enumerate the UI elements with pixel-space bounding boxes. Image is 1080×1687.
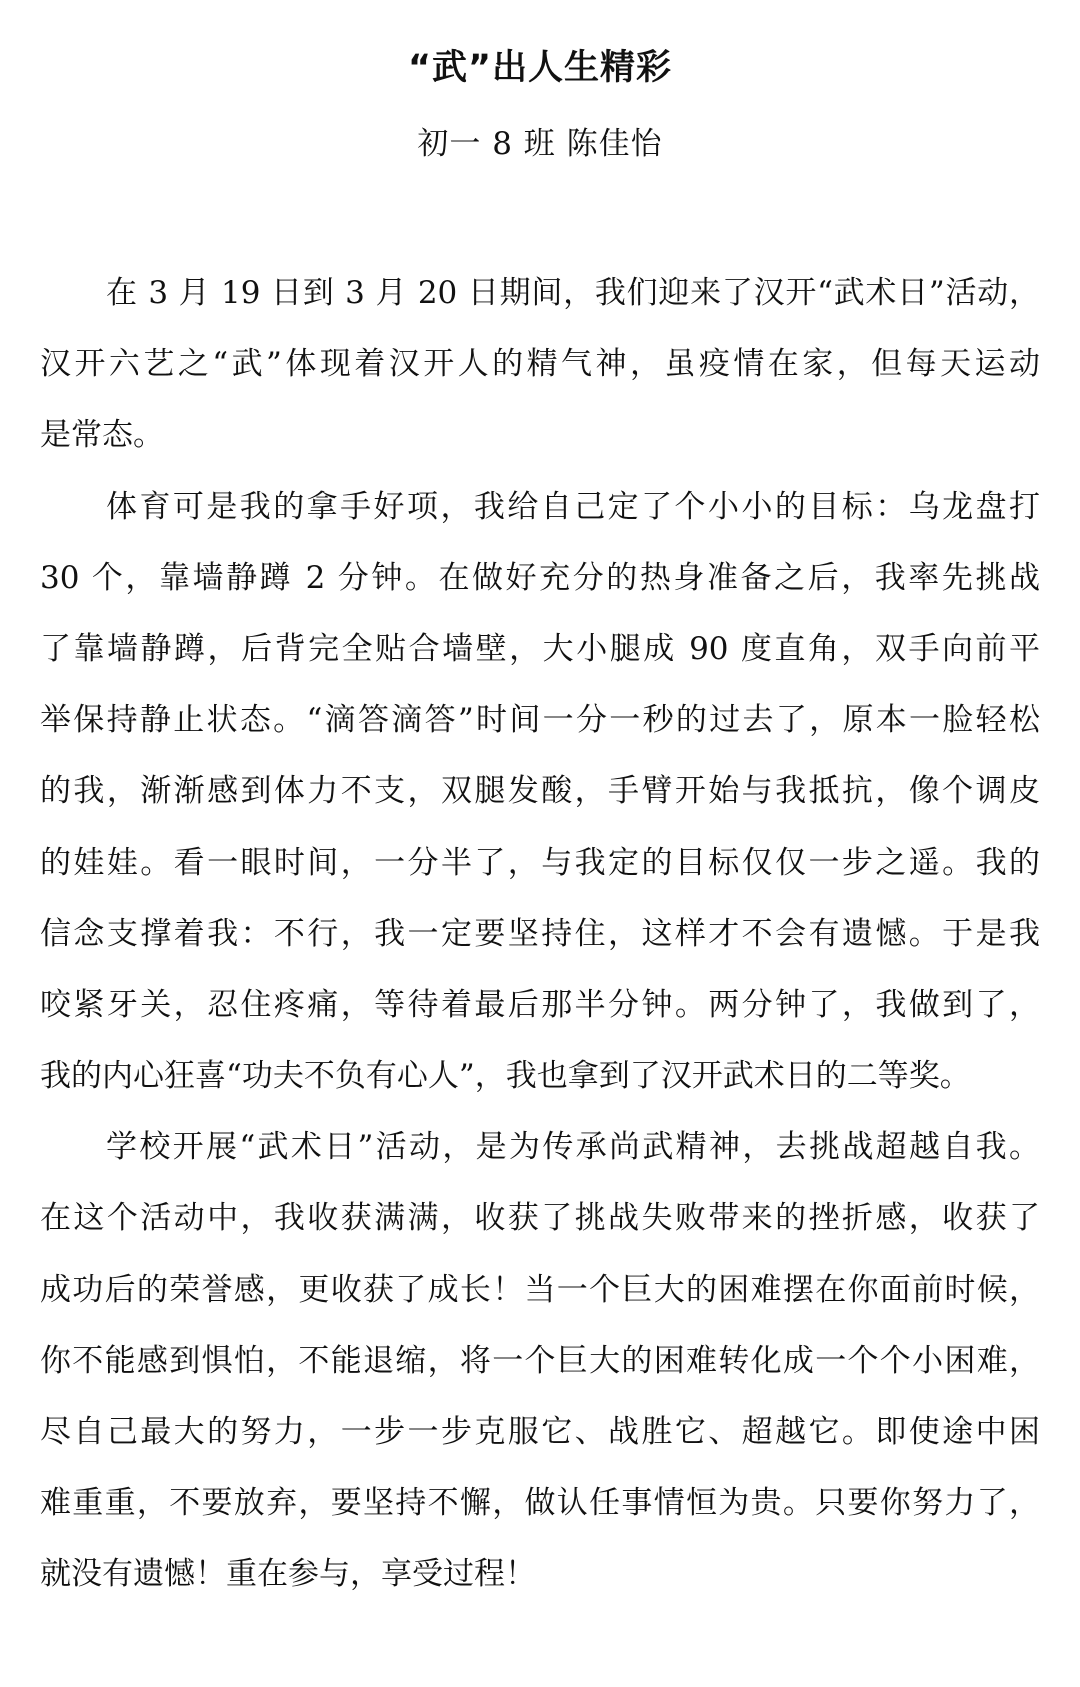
paragraph-2-line-1: 体育可是我的拿手好项，我给自己定了个小小的目标：乌龙盘打 [106, 488, 1040, 525]
paragraph-3-line-1: 学校开展“武术日”活动，是为传承尚武精神，去挑战超越自我。 [106, 1129, 1040, 1166]
paragraph-3-line-5: 尽自己最大的努力，一步一步克服它、战胜它、超越它。即使途中困 [40, 1414, 1040, 1450]
paragraph-3-line-7: 就没有遗憾！重在参与，享受过程！ [40, 1556, 536, 1593]
paragraph-2-line-5: 的我，渐渐感到体力不支，双腿发酸，手臂开始与我抵抗，像个调皮 [40, 773, 1040, 810]
paragraph-1-line-1: 在 3 月 19 日到 3 月 20 日期间，我们迎来了汉开“武术日”活动， [106, 275, 1040, 311]
essay-body [40, 258, 1040, 1611]
paragraph-2-line-3: 了靠墙静蹲，后背完全贴合墙壁，大小腿成 90 度直角，双手向前平 [40, 630, 1040, 667]
paragraph-2-line-6: 的娃娃。看一眼时间，一分半了，与我定的目标仅仅一步之遥。我的 [40, 844, 1040, 881]
paragraph-3-line-4: 你不能感到惧怕，不能退缩，将一个巨大的困难转化成一个个小困难， [40, 1342, 1040, 1379]
paragraph-2-line-8: 咬紧牙关，忍住疼痛，等待着最后那半分钟。两分钟了，我做到了， [40, 986, 1040, 1023]
paragraph-3-line-3: 成功后的荣誉感，更收获了成长！当一个巨大的困难摆在你面前时候， [40, 1271, 1040, 1308]
author-line: 初一 8 班 陈佳怡 [417, 126, 663, 162]
paragraph-2-line-7: 信念支撑着我：不行，我一定要坚持住，这样才不会有遗憾。于是我 [40, 915, 1040, 952]
paragraph-1-line-3: 是常态。 [40, 417, 164, 454]
paragraph-3-line-6: 难重重，不要放弃，要坚持不懈，做认任事情恒为贵。只要你努力了， [40, 1485, 1040, 1522]
paragraph-2-line-2: 30 个，靠墙静蹲 2 分钟。在做好充分的热身准备之后，我率先挑战 [40, 559, 1040, 596]
paragraph-2-line-4: 举保持静止状态。“滴答滴答”时间一分一秒的过去了，原本一脸轻松 [40, 702, 1040, 739]
paragraph-3-line-2: 在这个活动中，我收获满满，收获了挑战失败带来的挫折感，收获了 [40, 1200, 1040, 1237]
essay-title: “武”出人生精彩 [407, 48, 672, 88]
paragraph-2-line-9: 我的内心狂喜“功夫不负有心人”，我也拿到了汉开武术日的二等奖。 [40, 1058, 971, 1095]
paragraph-1-line-2: 汉开六艺之“武”体现着汉开人的精气神，虽疫情在家，但每天运动 [40, 346, 1040, 383]
